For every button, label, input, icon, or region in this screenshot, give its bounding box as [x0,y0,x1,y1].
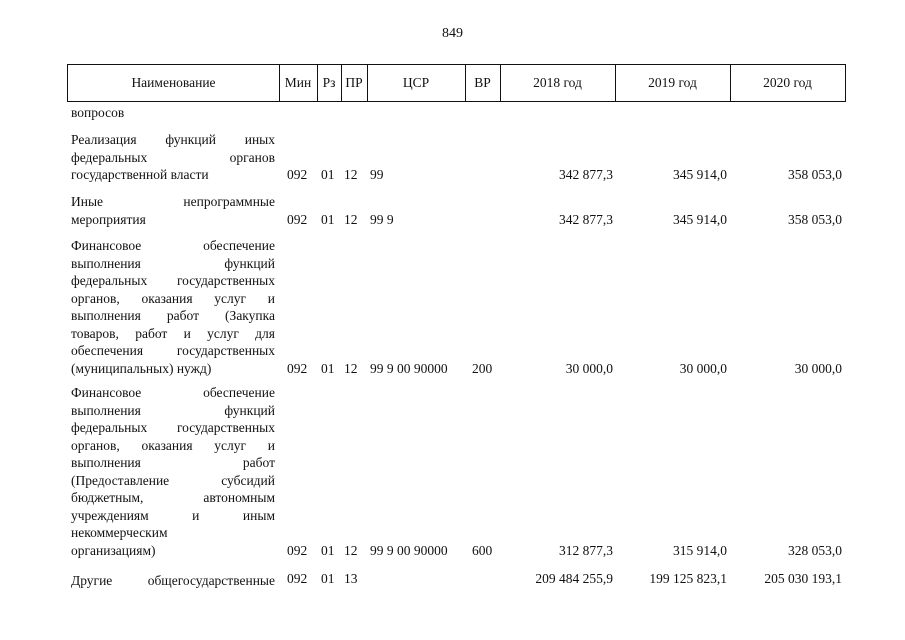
page-number: 849 [442,26,463,41]
name-line: государственной власти [71,167,209,182]
row-name [71,104,275,122]
cell-csr: 99 9 [370,211,394,227]
name-line: Иные непрограммные [71,194,275,209]
header-vr: ВР [474,75,491,90]
name-line: выполнения функций [71,402,275,418]
cell-pr: 12 [344,542,358,558]
cell-vr: 600 [472,542,493,558]
cell-pr: 13 [344,571,358,586]
name-line: организациям) [71,542,156,558]
cell-2019: 345 914,0 [673,211,727,227]
row-name [71,572,275,590]
cell-pr: 12 [344,211,358,227]
header-name: Наименование [131,75,216,90]
cell-2018: 30 000,0 [565,360,613,376]
row-name [71,131,275,184]
name-line: федеральных органов [71,149,275,165]
cell-vr: 200 [472,360,493,376]
cell-rz: 01 [321,211,335,227]
name-line: Реализация функций иных [71,132,275,147]
name-line: вопросов [71,105,125,120]
cell-2018: 209 484 255,9 [535,571,613,586]
name-line: федеральных государственных [71,420,275,435]
cell-rz: 01 [321,360,335,376]
table-header [67,64,846,102]
name-line: выполнения работ (Закупка [71,308,275,323]
row-name [71,237,275,377]
header-2019: 2019 год [648,75,697,90]
cell-2018: 342 877,3 [559,211,613,227]
name-line: федеральных государственных [71,273,275,288]
name-line: товаров, работ и услуг для [71,325,275,341]
cell-2020: 328 053,0 [788,542,842,558]
name-line: мероприятия [71,211,146,227]
cell-min: 092 [287,542,308,558]
name-line: (муниципальных) нужд) [71,360,212,376]
name-line: органов, оказания услуг и [71,290,275,306]
name-line: учреждениям и иным [71,507,275,523]
row-name [71,193,275,228]
cell-rz: 01 [321,167,335,182]
cell-2020: 358 053,0 [788,167,842,182]
cell-csr: 99 [370,167,384,182]
cell-2019: 345 914,0 [673,167,727,182]
name-line: Другие общегосударственные [71,573,275,588]
cell-2020: 358 053,0 [788,211,842,227]
header-pr: ПР [345,75,363,90]
cell-rz: 01 [321,542,335,558]
name-line: органов, оказания услуг и [71,437,275,453]
name-line: выполнения работ [71,455,275,470]
cell-csr: 99 9 00 90000 [370,542,448,558]
name-line: некоммерческим [71,525,168,540]
cell-2019: 315 914,0 [673,542,727,558]
header-min: Мин [284,75,312,90]
name-line: обеспечения государственных [71,343,275,358]
cell-min: 092 [287,360,308,376]
header-csr: ЦСР [402,75,430,90]
header-2018: 2018 год [533,75,582,90]
cell-rz: 01 [321,571,335,586]
cell-csr: 99 9 00 90000 [370,360,448,376]
cell-pr: 12 [344,167,358,182]
cell-min: 092 [287,167,308,182]
cell-2019: 199 125 823,1 [649,571,727,586]
row-name [71,384,275,559]
cell-2019: 30 000,0 [679,360,727,376]
cell-2018: 312 877,3 [559,542,613,558]
cell-min: 092 [287,211,308,227]
name-line: Финансовое обеспечение [71,238,275,253]
name-line: бюджетным, автономным [71,490,275,505]
cell-pr: 12 [344,360,358,376]
name-line: Финансовое обеспечение [71,385,275,400]
cell-2018: 342 877,3 [559,167,613,182]
header-2020: 2020 год [763,75,812,90]
cell-2020: 205 030 193,1 [764,571,842,586]
name-line: (Предоставление субсидий [71,472,275,488]
header-rz: Рз [322,75,336,90]
cell-min: 092 [287,571,308,586]
cell-2020: 30 000,0 [794,360,842,376]
name-line: выполнения функций [71,255,275,271]
